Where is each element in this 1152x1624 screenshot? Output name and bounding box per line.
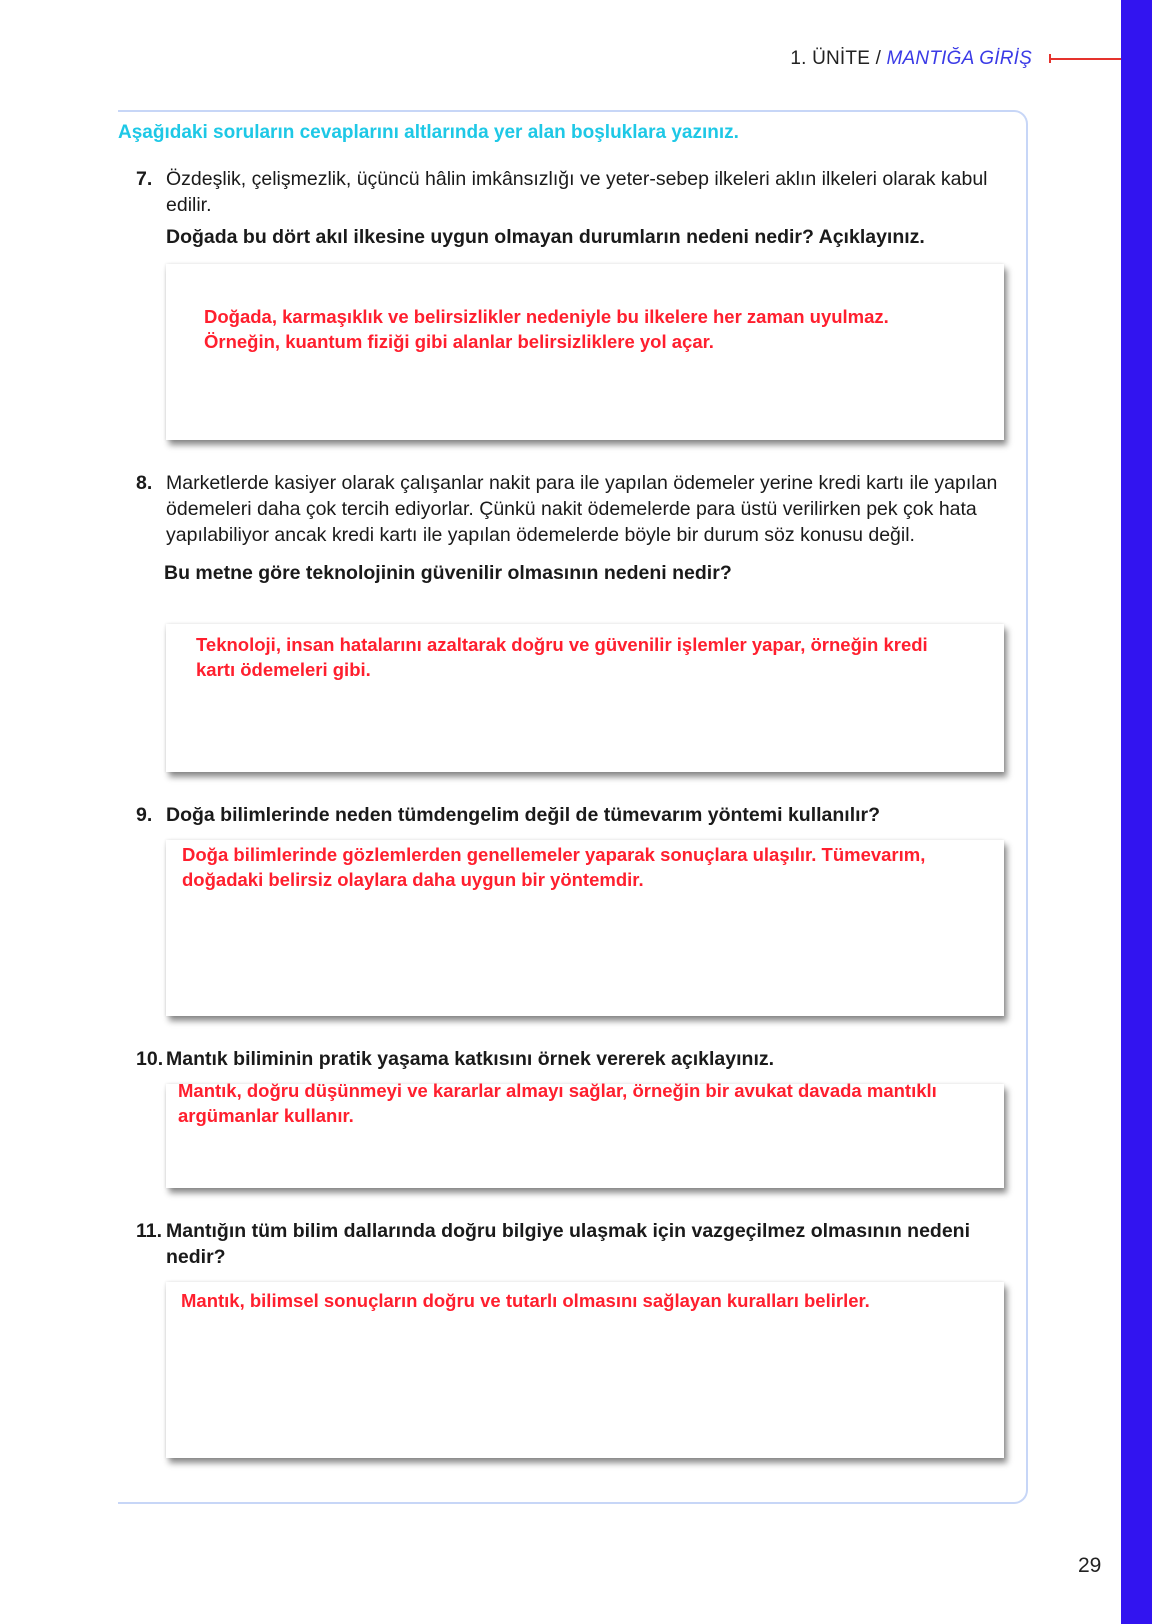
page-number: 29 (1078, 1554, 1102, 1577)
answer-box-11[interactable] (166, 1282, 1004, 1458)
side-accent-bar (1121, 0, 1152, 1624)
question-number: 9. (136, 804, 153, 826)
question-number: 7. (136, 168, 153, 190)
answer-text: Teknoloji, insan hatalarını azaltarak doğru ve güvenilir işlemler yapar, örneğin kredi kartı ödemeleri gibi. (196, 634, 928, 680)
answer-text: Mantık, bilimsel sonuçların doğru ve tutarlı olmasını sağlayan kuralları belirler. (181, 1290, 870, 1311)
unit-label: 1. ÜNİTE / (790, 48, 882, 69)
question-subtext: Bu metne göre teknolojinin güvenilir olmasının nedeni nedir? (164, 562, 732, 584)
answer-box-8[interactable] (166, 624, 1004, 772)
question-7 (136, 166, 1028, 250)
question-10 (136, 1046, 1028, 1072)
question-8 (136, 470, 1028, 586)
answer-box-9[interactable] (166, 840, 1004, 1016)
answer-text: Doğa bilimlerinde gözlemlerden genellemeler yaparak sonuçlara ulaşılır. Tümevarım, doğadaki belirsiz olaylara daha uygun bir yöntemdir. (182, 844, 926, 890)
question-number: 8. (136, 472, 153, 494)
header-line (1050, 58, 1121, 60)
page-header (790, 48, 1032, 70)
instruction-text: Aşağıdaki soruların cevaplarını altlarında yer alan boşluklara yazınız. (118, 122, 739, 143)
answer-text: Doğada, karmaşıklık ve belirsizlikler nedeniyle bu ilkelere her zaman uyulmaz. Örneğin, kuantum fiziği gibi alanlar belirsizliklere yol açar. (204, 306, 889, 352)
question-number: 11. (136, 1220, 163, 1242)
answer-box-10[interactable] (166, 1080, 1004, 1188)
question-text: Marketlerde kasiyer olarak çalışanlar nakit para ile yapılan ödemeler yerine kredi kartı ile yapılan ödemeleri daha çok tercih ediyorlar. Çünkü nakit ödemelerde para üstü verilirken pek çok hata yapılabiliyor ancak kredi kartı ile yapılan ödemelerde böyle bir durum söz konusu değil. (166, 472, 998, 546)
question-text: Özdeşlik, çelişmezlik, üçüncü hâlin imkânsızlığı ve yeter-sebep ilkeleri aklın ilkeleri olarak kabul edilir. (166, 168, 988, 216)
question-text: Doğa bilimlerinde neden tümdengelim değil de tümevarım yöntemi kullanılır? (166, 804, 881, 826)
question-text: Mantığın tüm bilim dallarında doğru bilgiye ulaşmak için vazgeçilmez olmasının nedeni nedir? (166, 1220, 970, 1268)
question-11 (136, 1218, 1028, 1270)
answer-text: Mantık, doğru düşünmeyi ve kararlar almayı sağlar, örneğin bir avukat davada mantıklı argümanlar kullanır. (178, 1080, 937, 1126)
question-number: 10. (136, 1048, 164, 1070)
unit-name: MANTIĞA GİRİŞ (886, 48, 1032, 69)
question-text: Mantık biliminin pratik yaşama katkısını örnek vererek açıklayınız. (166, 1048, 775, 1070)
question-subtext: Doğada bu dört akıl ilkesine uygun olmayan durumların nedeni nedir? Açıklayınız. (166, 226, 925, 248)
answer-box-7[interactable] (166, 264, 1004, 440)
question-9 (136, 802, 1028, 828)
